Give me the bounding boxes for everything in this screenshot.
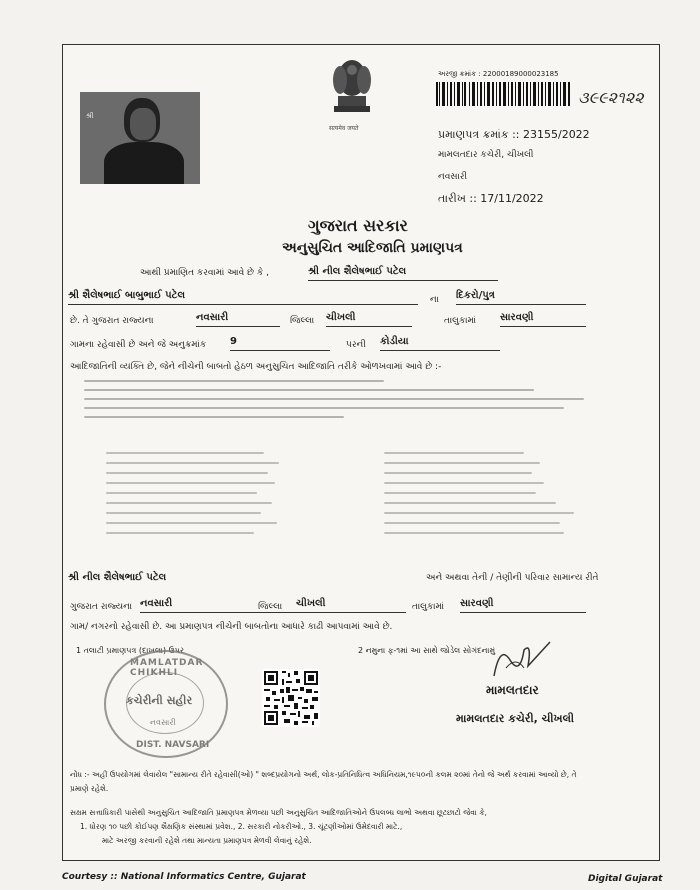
resident-text: ગામના રહેવાસી છે અને જે અનુક્રમાંક	[70, 340, 207, 350]
serial-number: 9	[230, 336, 330, 351]
na-label: ના	[430, 295, 439, 305]
state-emblem-icon	[330, 56, 374, 122]
handwritten-number: ૩૯૯૨૧૨૨	[578, 88, 644, 107]
seal-ring-bottom: DIST. NAVSARI	[136, 740, 210, 750]
orders-list-right	[384, 452, 584, 542]
note-1-end: પ્રમાણે રહેશે.	[70, 784, 109, 793]
government-title: ગુજરાત સરકાર	[308, 216, 408, 235]
state-prefix: છે. તે ગુજરાત રાજ્યના	[70, 316, 154, 326]
legal-orders-text	[84, 380, 584, 425]
applicant-name: શ્રી નીલ શૈલેષભાઈ પટેલ	[308, 266, 498, 281]
applicant-photo	[80, 92, 200, 184]
footer-courtesy: Courtesy :: National Informatics Centre, Gujarat	[62, 872, 306, 882]
residence-applicant-name: શ્રી નીલ શૈલેષભાઈ પટેલ	[68, 572, 167, 583]
residence-taluka-label: તાલુકામાં	[412, 602, 445, 612]
district-label: જિલ્લા	[290, 316, 315, 326]
note-2-item-2: માટે અરજી કરવાની રહેશે તથા માન્યતા પ્રમાણપત્ર મેળવી લેવાનું રહેશે.	[102, 836, 312, 845]
issuing-office: મામલતદાર કચેરી, ચીખલી	[438, 150, 534, 160]
orders-list-left	[106, 452, 286, 542]
family-text: અને અથવા તેની / તેણીની પરિવાર સામાન્ય રીતે	[426, 573, 599, 583]
certify-text: આથી પ્રમાણિત કરવામાં આવે છે કે ,	[140, 268, 269, 278]
form-village: સારવણી	[500, 312, 586, 327]
photo-label: શ્રી	[86, 112, 94, 120]
emblem-caption: सत्यमेव जयते	[329, 125, 359, 132]
issue-date: તારીખ :: 17/11/2022	[438, 192, 544, 205]
seal-center-text: કચેરીની સહીર	[126, 694, 193, 707]
residence-taluka: ચીખલી	[296, 598, 406, 613]
qr-code	[262, 669, 320, 727]
form-district: નવસારી	[196, 312, 280, 327]
note-1: નોંધ :- અહીં ઉપયોગમાં લેવાયેલ "સામાન્ય રીતે રહેવાસી(ઓ) " શબ્દપ્રયોગનો અર્થ, લોક-પ્રતિનિધિત્વ અધિનિયમ,૧૯૫૦ની કલમ ૨૦માં તેનો જે અર્થ કરવામાં આવ્યો છે, તે	[70, 770, 577, 779]
parni-label: પરની	[346, 340, 366, 350]
tribe-name: કોડીયા	[380, 336, 500, 351]
barcode	[436, 82, 570, 106]
taluka-label: તાલુકામાં	[444, 316, 477, 326]
basis-item-2: 2 નમુના ફ-૧માં આ સાથે જોડેલ સોગંદનામું	[358, 646, 496, 655]
seal-ring-top: MAMLATDAR CHIKHLI	[130, 658, 204, 678]
tribe-sentence: આદિજાતિની વ્યક્તિ છે, જેને નીચેની બાબતો હેઠળ અનુસુચિત આદિજાતિ તરીકે ઓળખવામાં આવે છે :-	[70, 362, 442, 372]
residence-district-label: જિલ્લા	[258, 602, 283, 612]
signatory-office: મામલતદાર કચેરી, ચીખલી	[456, 712, 575, 725]
basis-item-1: 1 તલાટી પ્રમાણપત્ર (દાખલા) ઉપર	[76, 646, 185, 655]
residence-district: નવસારી	[140, 598, 300, 613]
seal-ring-side: નવસારી	[150, 718, 176, 727]
footer-brand: Digital Gujarat	[588, 874, 663, 884]
office-seal	[104, 650, 228, 758]
father-name: શ્રી શૈલેષભાઈ બાબુભાઈ પટેલ	[68, 290, 418, 305]
certificate-number: પ્રમાણપત્ર ક્રમાંક :: 23155/2022	[438, 128, 590, 141]
signature-mark	[488, 636, 558, 686]
residence-village: સારવણી	[460, 598, 586, 613]
note-2-item-1: 1. ધોરણ ૧૦ પછી કોઈપણ શૈક્ષણિક સંસ્થામાં પ્રવેશ., 2. સરકારી નોકરીઓ., 3. ચૂંટણીઓમાં ઉમેદવારી માટે.,	[80, 822, 403, 831]
signatory-designation: મામલતદાર	[486, 683, 539, 697]
residence-state-text: ગુજરાત રાજ્યના	[70, 602, 133, 612]
issuing-district: નવસારી	[438, 172, 468, 182]
certificate-title: અનુસુચિત આદિજાતિ પ્રમાણપત્ર	[282, 240, 463, 256]
form-taluka: ચીખલી	[326, 312, 412, 327]
village-sentence: ગામ/ નગરનો રહેવાસી છે. આ પ્રમાણપત્ર નીચેની બાબતોના આધારે કાઢી આપવામાં આવે છે.	[70, 622, 393, 632]
application-number: અરજી ક્રમાંક : 22000189000023185	[438, 70, 559, 78]
note-2: સક્ષમ સત્તાધિકારી પાસેથી અનુસુચિત આદિજાતિ પ્રમાણપત્ર મેળવ્યા પછી અનુસુચિત આદિજાતિઓને ઉપલબ્ધ લાભો અથવા છૂટછાટો જેવા કે,	[70, 808, 487, 817]
relation: દિકરો/પુત્ર	[456, 290, 586, 305]
